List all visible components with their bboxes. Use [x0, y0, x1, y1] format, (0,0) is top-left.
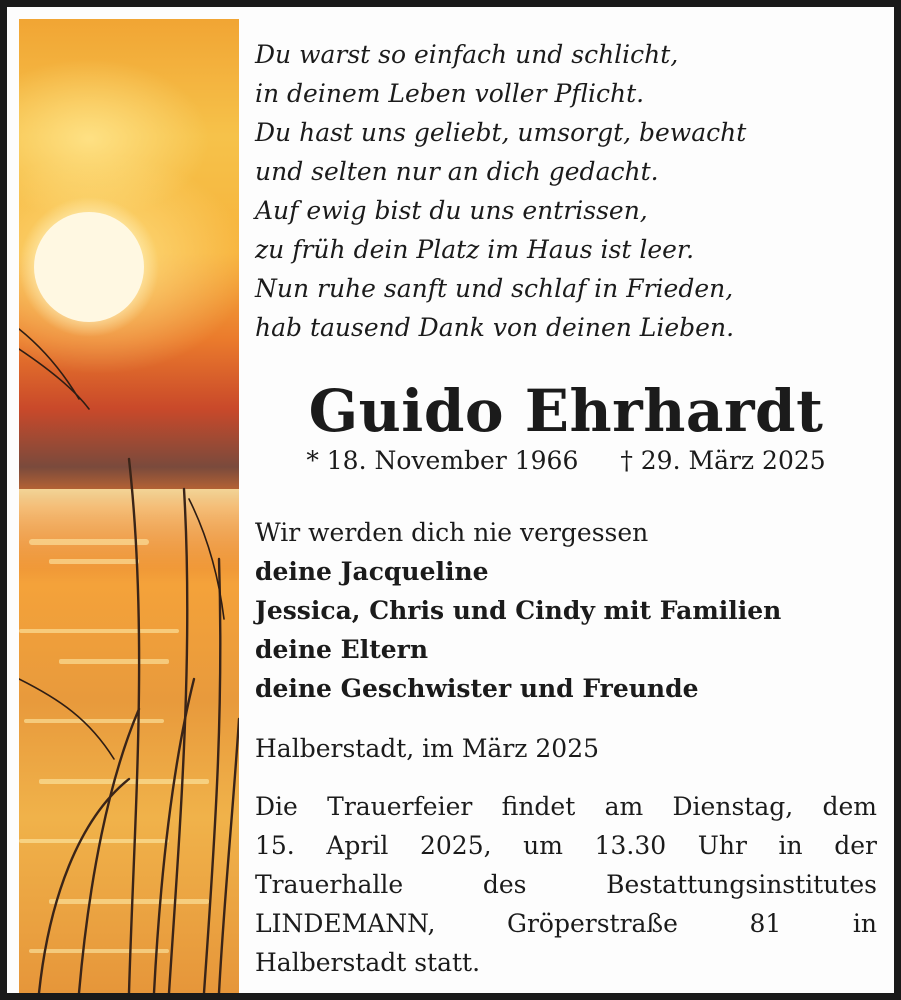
mourners-intro: Wir werden dich nie vergessen: [255, 518, 649, 547]
birth-date: * 18. November 1966: [306, 446, 579, 475]
sunset-photo: [19, 19, 239, 993]
poem-line: und selten nur an dich gedacht.: [255, 157, 659, 186]
service-line: LINDEMANN, Gröperstraße 81 in: [255, 909, 877, 938]
service-line: Trauerhalle des Bestattungsinstitutes: [255, 870, 877, 899]
deceased-name: Guido Ehrhardt: [308, 377, 824, 445]
memorial-poem: [255, 35, 877, 347]
mourner-name: deine Eltern: [255, 635, 429, 664]
mourner-name: Jessica, Chris und Cindy mit Familien: [255, 596, 782, 625]
mourner-name: deine Geschwister und Freunde: [255, 674, 699, 703]
poem-line: in deinem Leben voller Pflicht.: [255, 79, 645, 108]
life-dates: [255, 443, 877, 479]
service-line: Die Trauerfeier findet am Dienstag, dem: [255, 792, 877, 821]
place-and-date: Halberstadt, im März 2025: [255, 734, 600, 763]
poem-line: hab tausend Dank von deinen Lieben.: [255, 313, 735, 342]
poem-line: Du hast uns geliebt, umsorgt, bewacht: [255, 118, 747, 147]
funeral-service-notice: [255, 787, 877, 982]
death-date: † 29. März 2025: [620, 446, 826, 475]
poem-line: Du warst so einfach und schlicht,: [255, 40, 679, 69]
mourners-block: [255, 513, 877, 708]
mourner-name: deine Jacqueline: [255, 557, 489, 586]
poem-line: Nun ruhe sanft und schlaf in Frieden,: [255, 274, 734, 303]
poem-line: zu früh dein Platz im Haus ist leer.: [255, 235, 695, 264]
poem-line: Auf ewig bist du uns entrissen,: [255, 196, 648, 225]
service-line: 15. April 2025, um 13.30 Uhr in der: [255, 831, 877, 860]
service-line: Halberstadt statt.: [255, 948, 481, 977]
